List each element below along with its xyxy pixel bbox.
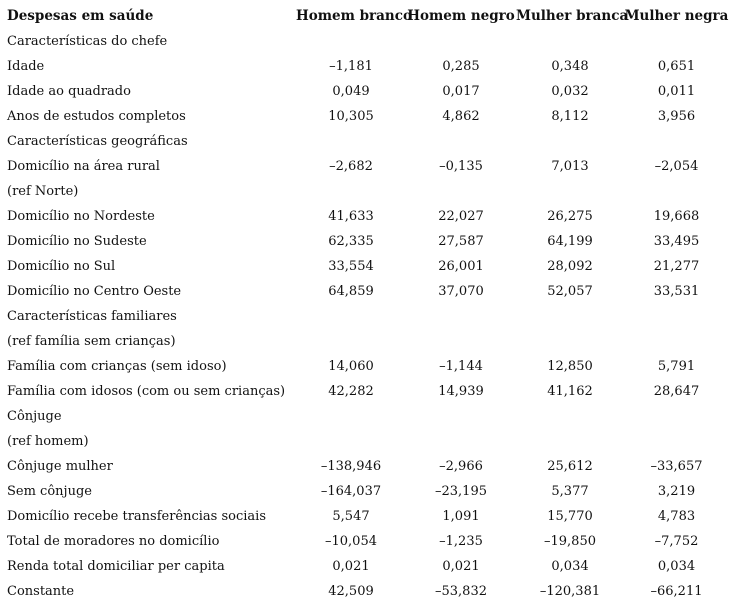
value-cell: 0,021 [332, 559, 370, 574]
value-cell: 41,162 [547, 384, 593, 399]
value-cell: –2,054 [654, 159, 699, 174]
table-row [7, 354, 729, 379]
value-cell: 26,275 [547, 209, 593, 224]
value-cell [406, 29, 516, 54]
row-label: Família com idosos (com ou sem crianças) [7, 384, 286, 399]
table-row [7, 104, 729, 129]
table-row [7, 404, 729, 429]
value-cell: –53,832 [435, 584, 487, 599]
table-row [7, 479, 729, 504]
value-cell: 0,285 [442, 59, 480, 74]
row-label: (ref Norte) [7, 184, 79, 199]
row-label: Total de moradores no domicílio [7, 534, 220, 549]
value-cell: 0,011 [657, 84, 696, 99]
row-label: Domicílio no Sudeste [7, 234, 147, 249]
column-header: Homem branco [296, 8, 412, 24]
value-cell: 12,850 [547, 359, 593, 374]
column-header: Mulher negra [624, 8, 729, 24]
value-cell: 25,612 [547, 459, 593, 474]
value-cell [516, 329, 624, 354]
value-cell [406, 179, 516, 204]
column-header: Homem negro [407, 8, 515, 24]
table-body [7, 29, 729, 604]
value-cell: –23,195 [435, 484, 487, 499]
value-cell: 41,633 [328, 209, 374, 224]
value-cell: 1,091 [442, 509, 480, 524]
value-cell: 0,032 [551, 84, 589, 99]
value-cell [296, 179, 406, 204]
table-row [7, 129, 729, 154]
value-cell: 64,859 [328, 284, 374, 299]
value-cell: 0,021 [442, 559, 480, 574]
table-row [7, 254, 729, 279]
row-label: Renda total domiciliar per capita [7, 559, 225, 574]
value-cell: 42,509 [328, 584, 374, 599]
table-row [7, 529, 729, 554]
value-cell: 14,939 [438, 384, 484, 399]
table-row [7, 304, 729, 329]
table-row [7, 429, 729, 454]
value-cell [516, 129, 624, 154]
value-cell: –0,135 [439, 159, 483, 174]
table-row [7, 329, 729, 354]
table-row [7, 454, 729, 479]
row-label: Domicílio no Centro Oeste [7, 284, 182, 299]
value-cell: –19,850 [544, 534, 596, 549]
value-cell: 8,112 [551, 109, 589, 124]
value-cell: 42,282 [328, 384, 374, 399]
value-cell [406, 404, 516, 429]
value-cell: 52,057 [547, 284, 593, 299]
value-cell: 64,199 [547, 234, 593, 249]
value-cell: 3,956 [657, 109, 696, 124]
value-cell: 22,027 [438, 209, 484, 224]
table-row [7, 154, 729, 179]
value-cell [624, 179, 729, 204]
value-cell: –66,211 [650, 584, 703, 599]
value-cell [406, 304, 516, 329]
value-cell: 28,092 [547, 259, 593, 274]
value-cell: –120,381 [539, 584, 601, 599]
value-cell: –33,657 [650, 459, 703, 474]
value-cell [296, 304, 406, 329]
table-row [7, 79, 729, 104]
value-cell: 4,783 [657, 509, 696, 524]
value-cell: 19,668 [653, 209, 700, 224]
value-cell: 14,060 [328, 359, 374, 374]
value-cell: 0,034 [657, 559, 696, 574]
value-cell: 4,862 [442, 109, 480, 124]
row-label: Idade ao quadrado [7, 84, 131, 99]
value-cell [624, 329, 729, 354]
row-label: Família com crianças (sem idoso) [7, 359, 227, 374]
value-cell: 33,495 [653, 234, 700, 249]
row-label: Domicílio no Nordeste [7, 209, 155, 224]
value-cell: 3,219 [657, 484, 696, 499]
table-row [7, 504, 729, 529]
table-row [7, 554, 729, 579]
value-cell: 5,377 [551, 484, 589, 499]
value-cell [516, 179, 624, 204]
value-cell: 33,554 [328, 259, 374, 274]
value-cell [516, 304, 624, 329]
value-cell: 37,070 [438, 284, 484, 299]
value-cell [624, 304, 729, 329]
value-cell [516, 404, 624, 429]
value-cell: 0,017 [442, 84, 480, 99]
value-cell [406, 129, 516, 154]
value-cell [624, 29, 729, 54]
table-row [7, 229, 729, 254]
row-label: Anos de estudos completos [7, 109, 186, 124]
value-cell: –10,054 [325, 534, 377, 549]
row-label: Cônjuge [7, 409, 62, 424]
value-cell [516, 29, 624, 54]
value-cell: –1,144 [439, 359, 483, 374]
row-label: Idade [7, 59, 45, 74]
value-cell: 62,335 [328, 234, 374, 249]
value-cell [516, 429, 624, 454]
header-row [7, 4, 729, 29]
column-header: Mulher branca [516, 8, 629, 24]
value-cell [296, 429, 406, 454]
value-cell [296, 329, 406, 354]
value-cell: –1,181 [329, 59, 373, 74]
value-cell: 0,348 [551, 59, 589, 74]
value-cell: –1,235 [439, 534, 483, 549]
value-cell [624, 404, 729, 429]
value-cell [296, 129, 406, 154]
value-cell: –164,037 [320, 484, 382, 499]
table-row [7, 579, 729, 604]
value-cell: 0,049 [332, 84, 370, 99]
value-cell: 10,305 [328, 109, 374, 124]
row-label: Características familiares [7, 309, 177, 324]
row-label: Constante [7, 584, 75, 599]
row-label: Domicílio recebe transferências sociais [7, 509, 267, 524]
table-row [7, 379, 729, 404]
value-cell: 0,651 [657, 59, 696, 74]
value-cell: 28,647 [653, 384, 700, 399]
value-cell: 26,001 [438, 259, 484, 274]
value-cell: 27,587 [438, 234, 484, 249]
value-cell [624, 129, 729, 154]
value-cell: –138,946 [320, 459, 382, 474]
row-label: Sem cônjuge [7, 484, 92, 499]
value-cell: –7,752 [654, 534, 699, 549]
table-row [7, 179, 729, 204]
regression-table [7, 4, 729, 604]
row-label: Domicílio na área rural [7, 159, 160, 174]
value-cell [296, 29, 406, 54]
value-cell: 0,034 [551, 559, 589, 574]
value-cell [406, 429, 516, 454]
value-cell: 7,013 [551, 159, 589, 174]
value-cell [296, 404, 406, 429]
value-cell: 33,531 [653, 284, 700, 299]
row-label: Domicílio no Sul [7, 259, 116, 274]
value-cell [624, 429, 729, 454]
column-header: Despesas em saúde [7, 8, 154, 24]
row-label: Características do chefe [7, 34, 168, 49]
value-cell: 15,770 [547, 509, 593, 524]
row-label: Cônjuge mulher [7, 459, 113, 474]
table-row [7, 29, 729, 54]
value-cell: 5,791 [657, 359, 696, 374]
value-cell: –2,682 [329, 159, 373, 174]
table-row [7, 204, 729, 229]
row-label: (ref homem) [7, 434, 89, 449]
row-label: (ref família sem crianças) [7, 334, 176, 349]
value-cell: 5,547 [332, 509, 370, 524]
value-cell: –2,966 [439, 459, 483, 474]
value-cell: 21,277 [653, 259, 700, 274]
table-row [7, 54, 729, 79]
table-row [7, 279, 729, 304]
value-cell [406, 329, 516, 354]
row-label: Características geográficas [7, 134, 188, 149]
